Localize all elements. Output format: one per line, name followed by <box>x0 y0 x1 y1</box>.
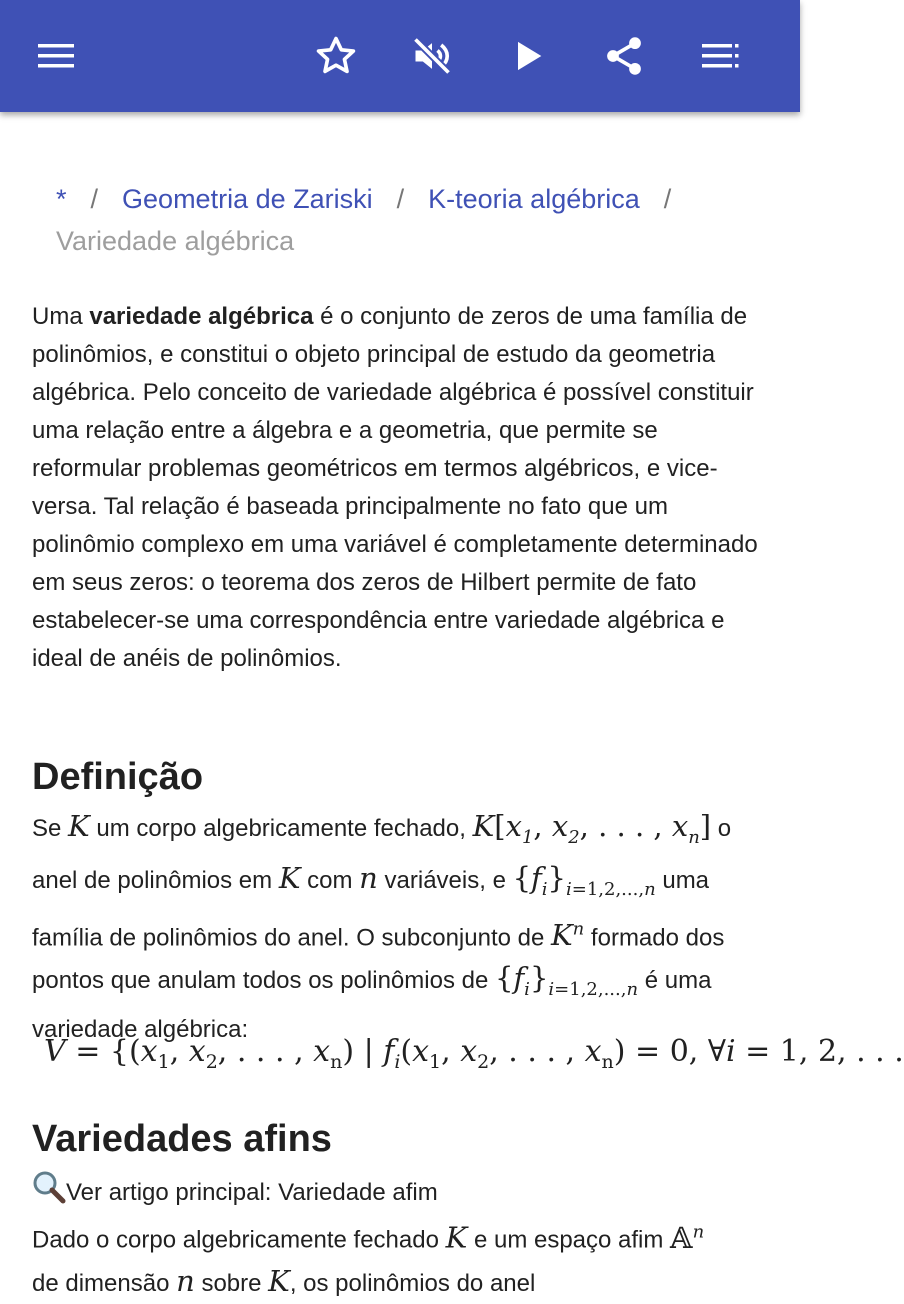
breadcrumb-link-home[interactable]: * <box>56 184 67 214</box>
affine-text: , os polinômios do anel <box>289 1269 536 1297</box>
volume-off-icon[interactable] <box>402 26 462 86</box>
section-heading-variedades-afins: Variedades afins <box>32 1118 332 1160</box>
math-family-f: $\{f_i\}_{i=1,2,...,n}$ <box>512 860 656 900</box>
breadcrumb-current: Variedade algébrica <box>56 226 295 256</box>
math-K-n: $K^n$ <box>551 918 585 953</box>
variety-formula: $V = \{(x_1$, $x_2$, . . . , $x_n$) | $f_i(x_1$, $x_2$, . . . , $x_n) = 0$, ∀i = 1, 2, . . . <box>44 1034 904 1073</box>
breadcrumb-separator: / <box>396 184 405 214</box>
menu-icon[interactable] <box>26 26 86 86</box>
math-K: K <box>445 1220 468 1255</box>
affine-paragraph <box>32 1212 772 1304</box>
definition-text: uma família de polinômios do anel. O subconjunto de <box>32 866 710 952</box>
intro-paragraph <box>32 298 772 678</box>
share-icon[interactable] <box>594 26 654 86</box>
magnifier-icon <box>32 1170 66 1204</box>
affine-text: sobre <box>194 1269 269 1297</box>
breadcrumb-link-k-teoria[interactable]: K-teoria algébrica <box>428 184 640 214</box>
definition-text: um corpo algebricamente fechado, <box>89 815 473 842</box>
math-K: K <box>268 1263 290 1298</box>
math-affine-space: 𝔸$^n$ <box>670 1220 705 1255</box>
see-also-link[interactable]: Ver artigo principal: Variedade afim <box>66 1179 438 1206</box>
breadcrumb-link-zariski[interactable]: Geometria de Zariski <box>122 184 373 214</box>
math-family-f: $\{f_i\}_{i=1,2,...,n}$ <box>494 961 639 1001</box>
definition-text: é uma variedade algébrica: <box>32 967 712 1044</box>
affine-text: e um espaço afim <box>467 1226 671 1254</box>
math-K: K <box>68 809 90 843</box>
math-n: n <box>176 1263 195 1298</box>
intro-bold-term: variedade algébrica <box>89 303 314 330</box>
app-bar <box>0 0 800 112</box>
affine-text: Dado o corpo algebricamente fechado <box>32 1226 446 1254</box>
definition-text: Se <box>32 815 69 842</box>
breadcrumb <box>56 178 776 262</box>
star-outline-icon[interactable] <box>306 26 366 86</box>
intro-text: é o conjunto de zeros de uma família de polinômios, e constitui o objeto principal de estudo da geometria algébrica. Pelo conceito de variedade algébrica é possível constituir uma relação entre a álgebra e a geometria, que permite se reformular problemas geométricos em termos algébricos, e vice-versa. Tal relação é baseada principalmente no fato que um polinômio complexo em uma variável é completamente determinado em seus zeros: o teorema dos zeros de Hilbert permite de fato estabelecer-se uma correspondência entre variedade algébrica e ideal de anéis de polinômios. <box>32 303 758 672</box>
breadcrumb-separator: / <box>90 184 99 214</box>
math-K: K <box>278 860 301 895</box>
intro-text: Uma <box>32 303 90 330</box>
definition-text: formado dos pontos que anulam todos os polinômios de <box>32 924 725 995</box>
definition-text: o anel de polinômios em <box>32 815 732 894</box>
definition-paragraph <box>32 806 772 1050</box>
definition-text: com <box>300 866 360 894</box>
see-also-line <box>32 1170 772 1212</box>
section-heading-definicao: Definição <box>32 756 204 798</box>
definition-text: variáveis, e <box>377 866 513 894</box>
math-polynomial-ring: $K[x_1$, $x_2$, . . . , $x_n$] <box>472 809 712 848</box>
list-icon[interactable] <box>690 26 750 86</box>
affine-text: de dimensão <box>32 1269 177 1297</box>
breadcrumb-separator: / <box>663 184 672 214</box>
math-n: n <box>359 860 378 895</box>
play-icon[interactable] <box>498 26 558 86</box>
